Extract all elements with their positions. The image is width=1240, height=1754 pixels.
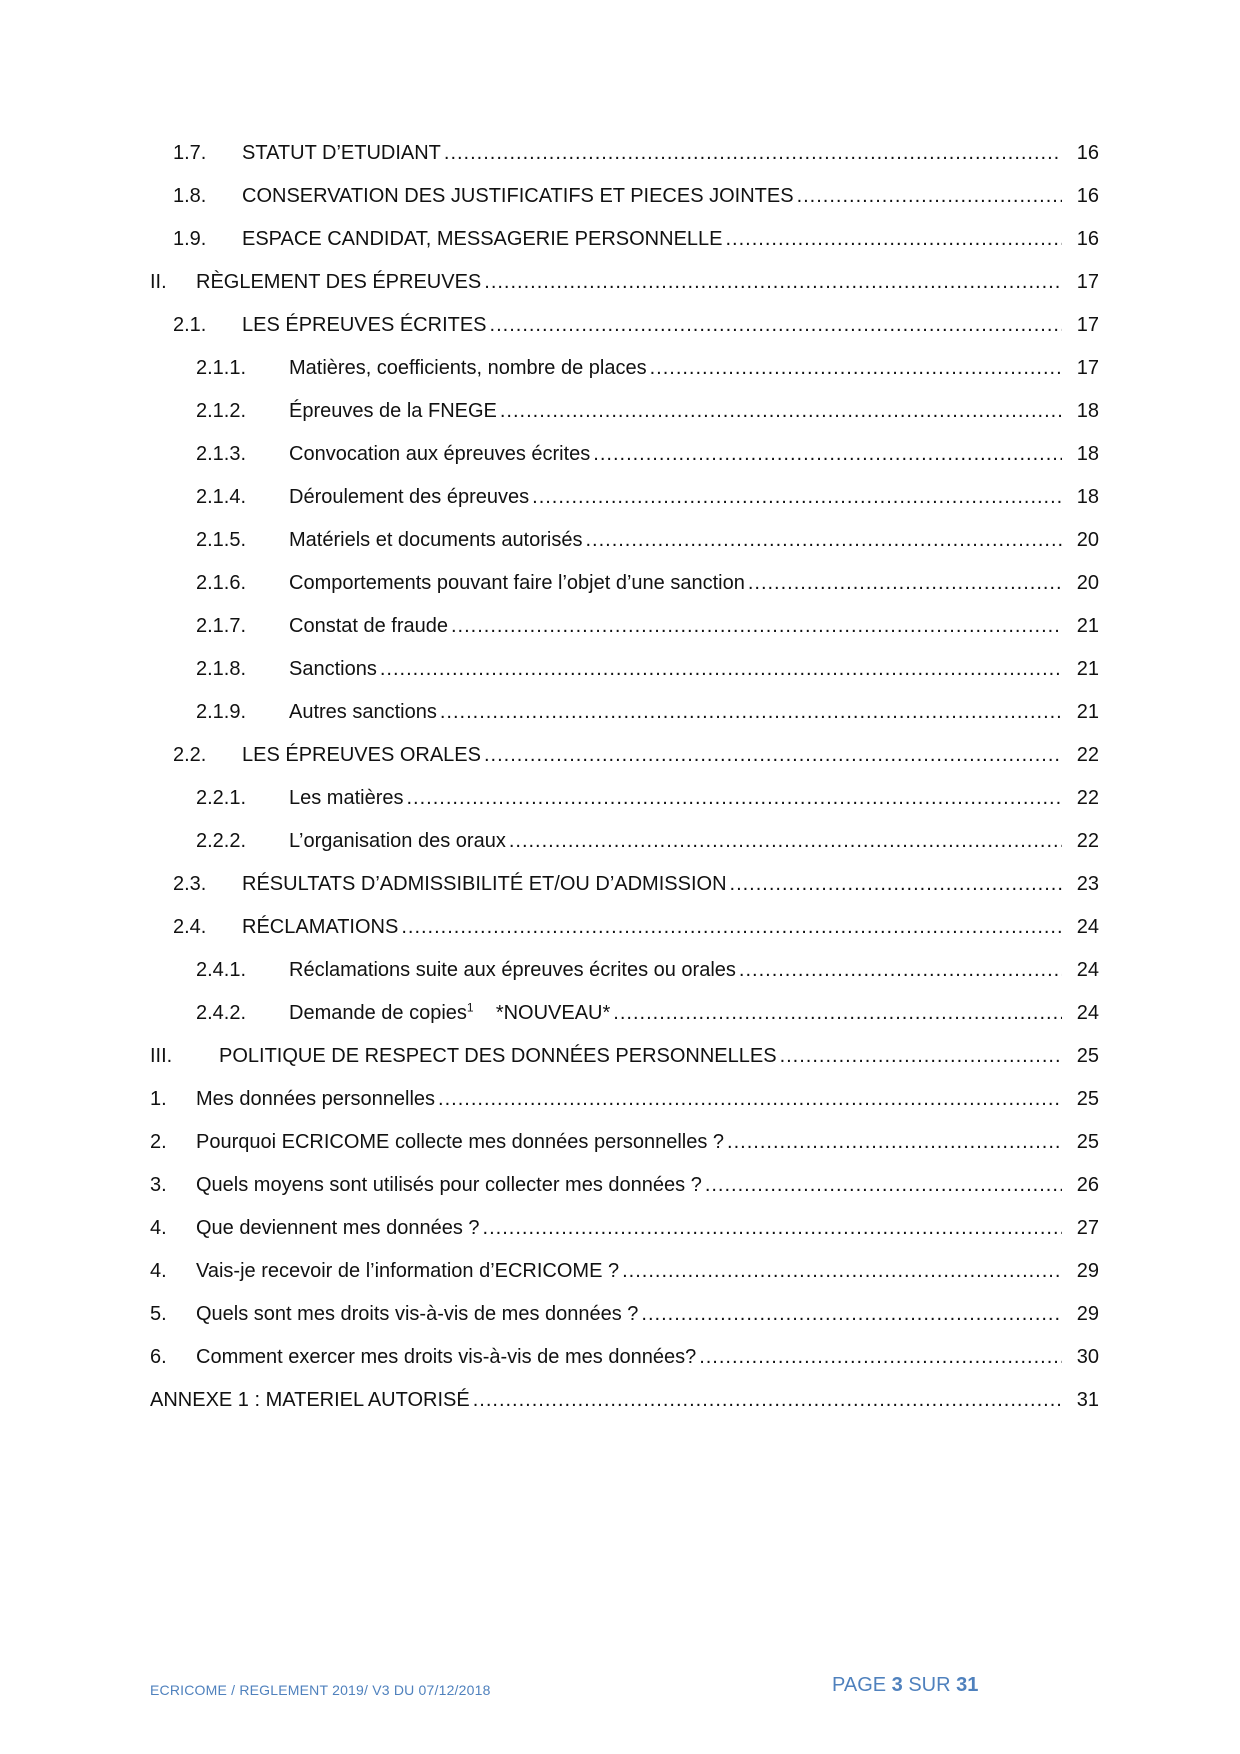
toc-entry-title: Réclamations suite aux épreuves écrites ou orales [289,958,739,982]
dot-leader [699,1345,1062,1369]
toc-entry-title: Comportements pouvant faire l’objet d’une sanction [289,571,748,595]
toc-entry-number: 1.7. [173,142,207,164]
toc-entry-title: RÈGLEMENT DES ÉPREUVES [196,270,484,294]
toc-entry[interactable] [0,571,1240,614]
toc-entry[interactable] [0,829,1240,872]
toc-entry[interactable] [0,915,1240,958]
toc-entry-page: 24 [1076,959,1099,981]
toc-entry[interactable] [0,1302,1240,1345]
toc-entry-page: 17 [1076,314,1099,336]
toc-entry[interactable] [0,1001,1240,1044]
toc-entry[interactable] [0,1173,1240,1216]
toc-entry-page: 18 [1076,400,1099,422]
dot-leader [473,1388,1062,1412]
page-current: 3 [891,1674,903,1696]
toc-entry-number: 5. [150,1303,167,1325]
toc-entry-page: 22 [1076,830,1099,852]
dot-leader [780,1044,1062,1068]
dot-leader [613,1001,1062,1025]
toc-entry-page: 23 [1076,873,1099,895]
toc-entry-number: 2.2. [173,744,207,766]
toc-entry-title: Matériels et documents autorisés [289,528,585,552]
toc-entry-number: 2.4.2. [196,1002,247,1024]
toc-entry[interactable] [0,485,1240,528]
toc-entry-title: POLITIQUE DE RESPECT DES DONNÉES PERSONNELLES [219,1044,780,1068]
toc-entry-number: 2.1.7. [196,615,247,637]
dot-leader [500,399,1062,423]
page-total: 31 [956,1674,979,1696]
toc-entry[interactable] [0,442,1240,485]
toc-entry[interactable] [0,528,1240,571]
toc-entry-number: 2.4.1. [196,959,247,981]
dot-leader [484,743,1062,767]
dot-leader [438,1087,1062,1111]
dot-leader [641,1302,1062,1326]
toc-entry-title: ESPACE CANDIDAT, MESSAGERIE PERSONNELLE [242,227,726,251]
dot-leader [451,614,1062,638]
toc-entry-number: 2.1. [173,314,207,336]
toc-entry-number: 1.9. [173,228,207,250]
toc-entry-title [289,1001,613,1025]
toc-entry-page: 18 [1076,486,1099,508]
dot-leader [730,872,1062,896]
toc-entry-page: 21 [1076,658,1099,680]
toc-entry[interactable] [0,184,1240,227]
dot-leader [509,829,1062,853]
toc-entry[interactable] [0,270,1240,313]
toc-entry-page: 17 [1076,357,1099,379]
toc-entry-title: CONSERVATION DES JUSTIFICATIFS ET PIECES JOINTES [242,184,797,208]
toc-entry-number: 4. [150,1217,167,1239]
toc-entry-title: LES ÉPREUVES ÉCRITES [242,313,490,337]
dot-leader [444,141,1062,165]
toc-entry-page: 25 [1076,1131,1099,1153]
dot-leader [650,356,1062,380]
toc-entry-page: 16 [1076,228,1099,250]
toc-entry-title-text: Demande de copies [289,1002,467,1024]
toc-entry-title: Épreuves de la FNEGE [289,399,500,423]
dot-leader [380,657,1062,681]
toc-entry-page: 27 [1076,1217,1099,1239]
toc-entry-number: 2.1.1. [196,357,247,379]
toc-entry-title: L’organisation des oraux [289,829,509,853]
toc-entry-number: 1. [150,1088,167,1110]
new-tag: *NOUVEAU* [495,1002,611,1024]
toc-entry[interactable] [0,1259,1240,1302]
dot-leader [622,1259,1062,1283]
toc-entry-page: 24 [1076,1002,1099,1024]
dot-leader [484,270,1062,294]
toc-entry[interactable] [0,1087,1240,1130]
toc-entry-number: 2.1.9. [196,701,247,723]
toc-entry-number: 2.1.8. [196,658,247,680]
toc-entry-title: Autres sanctions [289,700,440,724]
toc-entry[interactable] [0,1130,1240,1173]
toc-entry[interactable] [0,356,1240,399]
toc-entry-number: 3. [150,1174,167,1196]
toc-entry-number: 2.3. [173,873,207,895]
toc-entry-page: 17 [1076,271,1099,293]
footnote-marker[interactable]: 1 [466,1001,474,1015]
toc-entry-title: Vais-je recevoir de l’information d’ECRICOME ? [196,1259,622,1283]
dot-leader [490,313,1062,337]
dot-leader [726,227,1063,251]
toc-entry-page: 21 [1076,701,1099,723]
dot-leader [727,1130,1062,1154]
toc-entry-page: 24 [1076,916,1099,938]
toc-entry-number: 6. [150,1346,167,1368]
toc-entry-title: RÉSULTATS D’ADMISSIBILITÉ ET/OU D’ADMISSION [242,872,730,896]
toc-entry[interactable] [0,1388,1240,1431]
toc-entry-title: Constat de fraude [289,614,451,638]
toc-entry-page: 29 [1076,1260,1099,1282]
toc-entry-title: STATUT D’ETUDIANT [242,141,444,165]
toc-entry-page: 22 [1076,744,1099,766]
page-footer [0,1670,1240,1710]
toc-entry-page: 16 [1076,142,1099,164]
toc-entry-number: 2.2.1. [196,787,247,809]
toc-entry[interactable] [0,1345,1240,1388]
table-of-contents [0,141,1240,1431]
dot-leader [440,700,1062,724]
toc-entry-number: 4. [150,1260,167,1282]
toc-entry-page: 25 [1076,1045,1099,1067]
toc-entry-number: 2.1.3. [196,443,247,465]
toc-entry-page: 20 [1076,572,1099,594]
toc-entry-number: 2.4. [173,916,207,938]
toc-entry-title: Déroulement des épreuves [289,485,532,509]
toc-entry-page: 26 [1076,1174,1099,1196]
toc-entry[interactable] [0,872,1240,915]
dot-leader [739,958,1062,982]
toc-entry[interactable] [0,958,1240,1001]
toc-entry-title: ANNEXE 1 : MATERIEL AUTORISÉ [150,1388,473,1412]
toc-entry-title: Quels sont mes droits vis-à-vis de mes données ? [196,1302,641,1326]
toc-entry-number: III. [150,1045,173,1067]
footer-document-reference: ECRICOME / REGLEMENT 2019/ V3 DU 07/12/2018 [150,1682,491,1698]
toc-entry-page: 20 [1076,529,1099,551]
toc-entry-page: 21 [1076,615,1099,637]
toc-entry-number: 2.1.4. [196,486,247,508]
toc-entry-title: Pourquoi ECRICOME collecte mes données personnelles ? [196,1130,727,1154]
toc-entry[interactable] [0,399,1240,442]
toc-entry-page: 18 [1076,443,1099,465]
footer-page-number [832,1674,978,1697]
toc-entry-title: Comment exercer mes droits vis-à-vis de mes données? [196,1345,699,1369]
dot-leader [532,485,1062,509]
toc-entry-page: 22 [1076,787,1099,809]
dot-leader [585,528,1062,552]
toc-entry[interactable] [0,657,1240,700]
toc-entry[interactable] [0,227,1240,270]
toc-entry-title: RÉCLAMATIONS [242,915,401,939]
dot-leader [593,442,1062,466]
toc-entry[interactable] [0,743,1240,786]
toc-entry-title: Sanctions [289,657,380,681]
toc-entry-page: 30 [1076,1346,1099,1368]
toc-entry-number: 2.1.2. [196,400,247,422]
toc-entry[interactable] [0,700,1240,743]
toc-entry-title: LES ÉPREUVES ORALES [242,743,484,767]
toc-entry-page: 29 [1076,1303,1099,1325]
dot-leader [407,786,1063,810]
toc-entry-page: 25 [1076,1088,1099,1110]
toc-entry[interactable] [0,1216,1240,1259]
toc-entry[interactable] [0,313,1240,356]
toc-entry[interactable] [0,786,1240,829]
dot-leader [705,1173,1062,1197]
toc-entry-number: 2.1.5. [196,529,247,551]
toc-entry-title: Quels moyens sont utilisés pour collecter mes données ? [196,1173,705,1197]
toc-entry-number: 2. [150,1131,167,1153]
toc-entry-title: Matières, coefficients, nombre de places [289,356,650,380]
toc-entry[interactable] [0,141,1240,184]
dot-leader [401,915,1062,939]
dot-leader [797,184,1062,208]
toc-entry-title: Les matières [289,786,407,810]
toc-entry-title: Que deviennent mes données ? [196,1216,483,1240]
dot-leader [748,571,1062,595]
toc-entry[interactable] [0,614,1240,657]
toc-entry[interactable] [0,1044,1240,1087]
toc-entry-page: 16 [1076,185,1099,207]
toc-entry-number: II. [150,271,167,293]
page-separator: SUR [908,1674,951,1696]
toc-entry-title: Convocation aux épreuves écrites [289,442,593,466]
toc-entry-number: 1.8. [173,185,207,207]
toc-entry-number: 2.1.6. [196,572,247,594]
toc-entry-page: 31 [1076,1389,1099,1411]
page-prefix: PAGE [832,1674,887,1696]
dot-leader [483,1216,1062,1240]
toc-entry-number: 2.2.2. [196,830,247,852]
toc-entry-title: Mes données personnelles [196,1087,438,1111]
